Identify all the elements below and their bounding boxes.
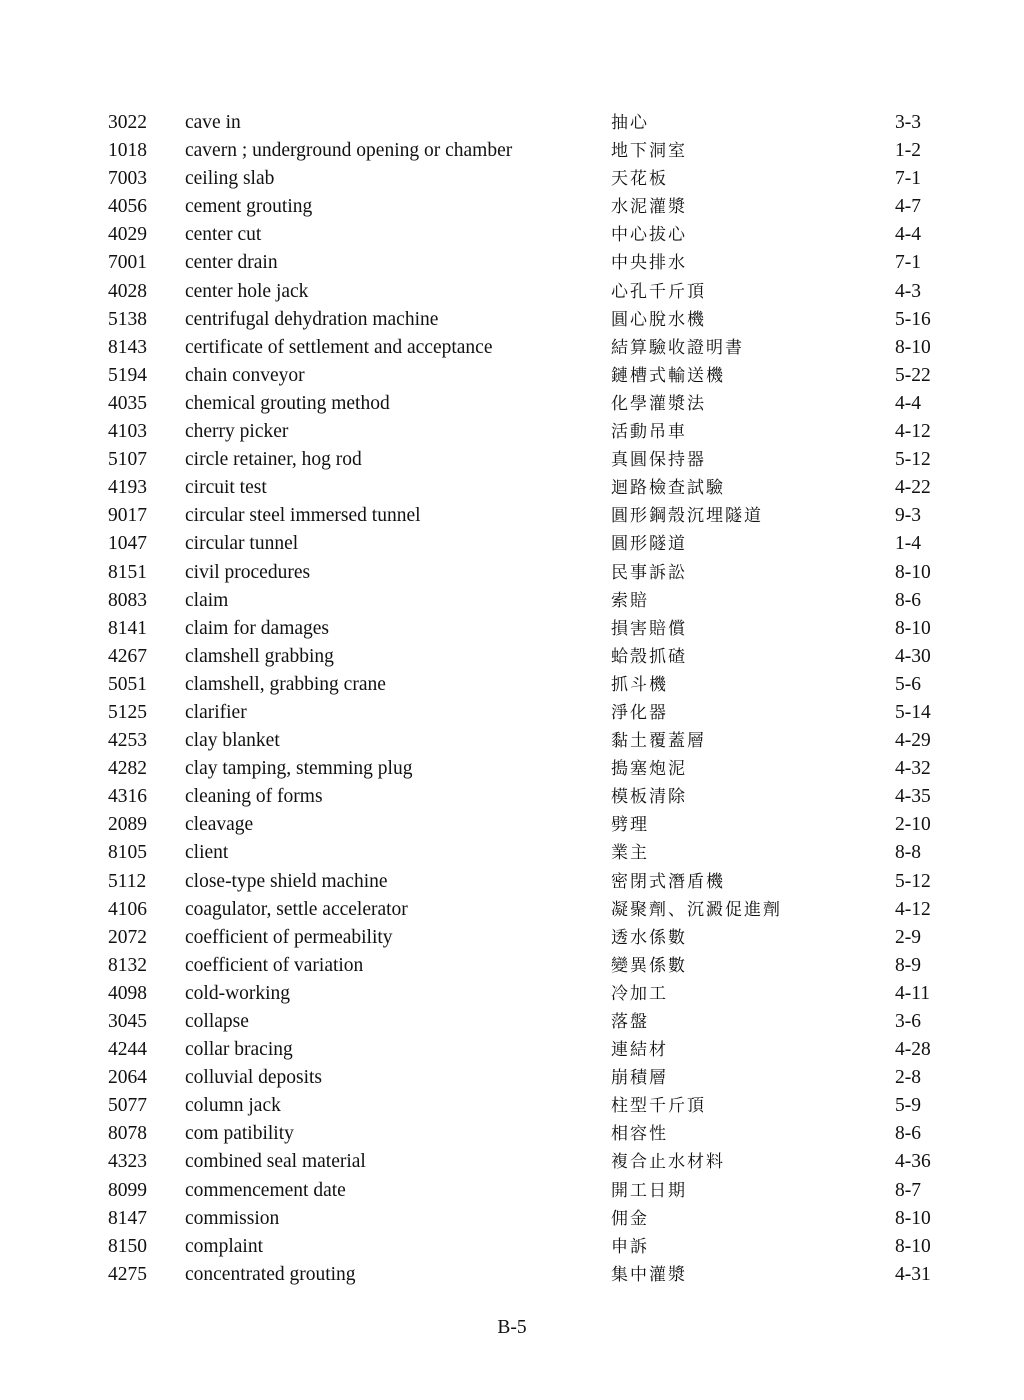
section-ref: 5-16 — [895, 308, 931, 330]
chinese-term: 地下洞室 — [611, 141, 687, 162]
chinese-term: 民事訴訟 — [611, 562, 687, 583]
section-ref: 4-36 — [895, 1151, 931, 1173]
chinese-term: 鏈槽式輸送機 — [611, 365, 725, 386]
entry-code: 4253 — [108, 730, 147, 752]
glossary-row — [108, 615, 938, 643]
entry-code: 4282 — [108, 758, 147, 780]
section-ref: 2-8 — [895, 1067, 921, 1089]
section-ref: 3-3 — [895, 112, 921, 133]
glossary-row — [108, 1064, 938, 1092]
entry-code: 5107 — [108, 449, 147, 471]
english-term: circuit test — [185, 477, 267, 499]
entry-code: 8105 — [108, 842, 147, 864]
chinese-term: 圓形鋼殼沉埋隧道 — [611, 506, 763, 527]
entry-code: 4316 — [108, 786, 147, 808]
english-term: chain conveyor — [185, 364, 305, 386]
entry-code: 5125 — [108, 701, 147, 723]
english-term: circle retainer, hog rod — [185, 449, 362, 471]
chinese-term: 模板清除 — [611, 787, 687, 808]
section-ref: 1-4 — [895, 533, 921, 555]
section-ref: 4-12 — [895, 421, 931, 443]
glossary-row — [108, 587, 938, 615]
chinese-term: 冷加工 — [611, 983, 668, 1004]
entry-code: 3045 — [108, 1011, 147, 1032]
chinese-term: 天花板 — [611, 169, 668, 190]
entry-code: 4029 — [108, 224, 147, 246]
english-term: centrifugal dehydration machine — [185, 308, 439, 330]
english-term: clamshell grabbing — [185, 645, 334, 667]
entry-code: 8078 — [108, 1123, 147, 1145]
english-term: coefficient of variation — [185, 954, 364, 976]
glossary-row — [108, 1177, 938, 1205]
glossary-row — [108, 137, 938, 165]
glossary-row — [108, 924, 938, 952]
section-ref: 8-6 — [895, 1123, 921, 1145]
english-term: chemical grouting method — [185, 392, 390, 414]
english-term: cement grouting — [185, 196, 313, 218]
english-term: collapse — [185, 1011, 249, 1032]
chinese-term: 集中灌漿 — [611, 1264, 687, 1285]
chinese-term: 連結材 — [611, 1040, 668, 1061]
glossary-row — [108, 671, 938, 699]
glossary-row — [108, 446, 938, 474]
glossary-row — [108, 643, 938, 671]
english-term: collar bracing — [185, 1039, 293, 1061]
chinese-term: 蛤殼抓碴 — [611, 646, 687, 667]
english-term: cleaning of forms — [185, 786, 323, 808]
entry-code: 3022 — [108, 112, 147, 133]
section-ref: 4-3 — [895, 280, 921, 302]
english-term: clamshell, grabbing crane — [185, 673, 386, 695]
section-ref: 4-4 — [895, 224, 921, 246]
english-term: cherry picker — [185, 421, 289, 443]
english-term: cold-working — [185, 982, 291, 1004]
chinese-term: 凝聚劑、沉澱促進劑 — [611, 899, 782, 920]
english-term: commission — [185, 1207, 280, 1229]
chinese-term: 迴路檢查試驗 — [611, 478, 725, 499]
entry-code: 4098 — [108, 982, 147, 1004]
section-ref: 5-9 — [895, 1095, 921, 1117]
glossary-row — [108, 559, 938, 587]
page-number: B-5 — [497, 1317, 527, 1338]
section-ref: 4-30 — [895, 645, 931, 667]
chinese-term: 圓心脫水機 — [611, 309, 706, 330]
glossary-row — [108, 727, 938, 755]
chinese-term: 落盤 — [611, 1012, 649, 1032]
entry-code: 4056 — [108, 196, 147, 218]
chinese-term: 心孔千斤頂 — [611, 281, 706, 302]
section-ref: 8-8 — [895, 842, 921, 864]
chinese-term: 申訴 — [611, 1236, 649, 1257]
glossary-row — [108, 868, 938, 896]
glossary-row — [108, 1233, 938, 1261]
glossary-row — [108, 165, 938, 193]
section-ref: 5-14 — [895, 701, 931, 723]
english-term: client — [185, 842, 229, 864]
entry-code: 4275 — [108, 1263, 147, 1285]
chinese-term: 佣金 — [611, 1208, 649, 1229]
entry-code: 8143 — [108, 336, 147, 358]
english-term: commencement date — [185, 1179, 346, 1201]
entry-code: 2089 — [108, 814, 147, 836]
glossary-row — [108, 1205, 938, 1233]
english-term: colluvial deposits — [185, 1067, 323, 1089]
chinese-term: 圓形隧道 — [611, 534, 687, 555]
english-term: ceiling slab — [185, 168, 275, 190]
entry-code: 4035 — [108, 392, 147, 414]
section-ref: 4-31 — [895, 1263, 931, 1285]
glossary-row — [108, 334, 938, 362]
english-term: coagulator, settle accelerator — [185, 898, 408, 920]
glossary-table — [108, 109, 938, 1289]
glossary-row — [108, 278, 938, 306]
entry-code: 7001 — [108, 252, 147, 274]
english-term: column jack — [185, 1095, 281, 1117]
glossary-row — [108, 1148, 938, 1176]
section-ref: 8-10 — [895, 561, 931, 583]
english-term: center drain — [185, 252, 278, 274]
entry-code: 5112 — [108, 870, 147, 892]
section-ref: 3-6 — [895, 1011, 921, 1032]
english-term: close-type shield machine — [185, 870, 388, 892]
glossary-row — [108, 1261, 938, 1289]
entry-code: 8141 — [108, 617, 147, 639]
section-ref: 7-1 — [895, 252, 921, 274]
entry-code: 8150 — [108, 1235, 147, 1257]
glossary-row — [108, 755, 938, 783]
entry-code: 4267 — [108, 645, 147, 667]
chinese-term: 業主 — [611, 843, 649, 864]
glossary-row — [108, 109, 938, 137]
entry-code: 5077 — [108, 1095, 147, 1117]
section-ref: 8-7 — [895, 1179, 921, 1201]
section-ref: 8-10 — [895, 336, 931, 358]
glossary-row — [108, 839, 938, 867]
glossary-row — [108, 193, 938, 221]
chinese-term: 索賠 — [611, 590, 649, 611]
glossary-row — [108, 502, 938, 530]
chinese-term: 中心拔心 — [611, 225, 687, 246]
glossary-row — [108, 1092, 938, 1120]
glossary-row — [108, 699, 938, 727]
glossary-row — [108, 952, 938, 980]
chinese-term: 抓斗機 — [611, 674, 668, 695]
entry-code: 7003 — [108, 168, 147, 190]
section-ref: 1-2 — [895, 140, 921, 162]
section-ref: 4-7 — [895, 196, 921, 218]
chinese-term: 變異係數 — [611, 955, 687, 976]
entry-code: 5138 — [108, 308, 147, 330]
english-term: concentrated grouting — [185, 1263, 356, 1285]
glossary-row — [108, 474, 938, 502]
section-ref: 4-28 — [895, 1039, 931, 1061]
entry-code: 2072 — [108, 926, 147, 948]
section-ref: 4-11 — [895, 982, 931, 1004]
english-term: claim for damages — [185, 617, 330, 639]
glossary-row — [108, 221, 938, 249]
section-ref: 4-4 — [895, 392, 921, 414]
chinese-term: 透水係數 — [611, 927, 687, 948]
section-ref: 5-6 — [895, 673, 921, 695]
entry-code: 8151 — [108, 561, 147, 583]
section-ref: 8-9 — [895, 954, 921, 976]
english-term: coefficient of permeability — [185, 926, 393, 948]
glossary-row — [108, 306, 938, 334]
entry-code: 4106 — [108, 898, 147, 920]
chinese-term: 柱型千斤頂 — [611, 1096, 706, 1117]
english-term: complaint — [185, 1235, 263, 1257]
entry-code: 1018 — [108, 140, 147, 162]
chinese-term: 搗塞炮泥 — [611, 759, 687, 780]
english-term: cleavage — [185, 814, 254, 836]
english-term: cavern ; underground opening or chamber — [185, 140, 513, 162]
english-term: center hole jack — [185, 280, 309, 302]
english-term: civil procedures — [185, 561, 311, 583]
entry-code: 2064 — [108, 1067, 147, 1089]
english-term: clay tamping, stemming plug — [185, 758, 413, 780]
entry-code: 4103 — [108, 421, 147, 443]
chinese-term: 抽心 — [611, 113, 649, 133]
chinese-term: 崩積層 — [611, 1068, 668, 1089]
section-ref: 4-12 — [895, 898, 931, 920]
entry-code: 8147 — [108, 1207, 147, 1229]
chinese-term: 損害賠償 — [611, 618, 687, 639]
section-ref: 2-10 — [895, 814, 931, 836]
section-ref: 8-10 — [895, 617, 931, 639]
section-ref: 4-35 — [895, 786, 931, 808]
chinese-term: 活動吊車 — [611, 422, 687, 443]
entry-code: 8083 — [108, 589, 147, 611]
entry-code: 8099 — [108, 1179, 147, 1201]
glossary-row — [108, 896, 938, 924]
english-term: circular steel immersed tunnel — [185, 505, 421, 527]
chinese-term: 淨化器 — [611, 702, 668, 723]
glossary-row — [108, 362, 938, 390]
chinese-term: 真圓保持器 — [611, 450, 706, 471]
chinese-term: 密閉式潛盾機 — [611, 871, 725, 892]
english-term: circular tunnel — [185, 533, 299, 555]
entry-code: 4028 — [108, 280, 147, 302]
glossary-row — [108, 811, 938, 839]
section-ref: 8-10 — [895, 1207, 931, 1229]
glossary-row — [108, 390, 938, 418]
entry-code: 4193 — [108, 477, 147, 499]
section-ref: 7-1 — [895, 168, 921, 190]
glossary-row — [108, 1036, 938, 1064]
entry-code: 1047 — [108, 533, 147, 555]
entry-code: 5194 — [108, 364, 147, 386]
english-term: certificate of settlement and acceptance — [185, 336, 493, 358]
english-term: com patibility — [185, 1123, 294, 1145]
entry-code: 5051 — [108, 673, 147, 695]
chinese-term: 相容性 — [611, 1124, 668, 1145]
entry-code: 9017 — [108, 505, 147, 527]
section-ref: 2-9 — [895, 926, 921, 948]
glossary-row — [108, 530, 938, 558]
glossary-row — [108, 783, 938, 811]
chinese-term: 劈理 — [611, 815, 649, 836]
section-ref: 4-29 — [895, 730, 931, 752]
chinese-term: 水泥灌漿 — [611, 197, 687, 218]
glossary-row — [108, 249, 938, 277]
section-ref: 4-22 — [895, 477, 931, 499]
english-term: clarifier — [185, 701, 247, 723]
section-ref: 8-6 — [895, 589, 921, 611]
chinese-term: 開工日期 — [611, 1180, 687, 1201]
chinese-term: 化學灌漿法 — [611, 393, 706, 414]
english-term: center cut — [185, 224, 262, 246]
chinese-term: 黏土覆蓋層 — [611, 731, 706, 752]
section-ref: 5-12 — [895, 449, 931, 471]
english-term: combined seal material — [185, 1151, 366, 1173]
entry-code: 8132 — [108, 954, 147, 976]
section-ref: 8-10 — [895, 1235, 931, 1257]
english-term: claim — [185, 589, 229, 611]
english-term: clay blanket — [185, 730, 280, 752]
glossary-row — [108, 1120, 938, 1148]
section-ref: 9-3 — [895, 505, 921, 527]
chinese-term: 中央排水 — [611, 253, 687, 274]
entry-code: 4244 — [108, 1039, 147, 1061]
section-ref: 5-12 — [895, 870, 931, 892]
entry-code: 4323 — [108, 1151, 147, 1173]
section-ref: 5-22 — [895, 364, 931, 386]
chinese-term: 結算驗收證明書 — [611, 337, 744, 358]
english-term: cave in — [185, 112, 241, 133]
glossary-row — [108, 980, 938, 1008]
glossary-row — [108, 418, 938, 446]
glossary-row — [108, 1008, 938, 1036]
chinese-term: 複合止水材料 — [611, 1152, 725, 1173]
section-ref: 4-32 — [895, 758, 931, 780]
